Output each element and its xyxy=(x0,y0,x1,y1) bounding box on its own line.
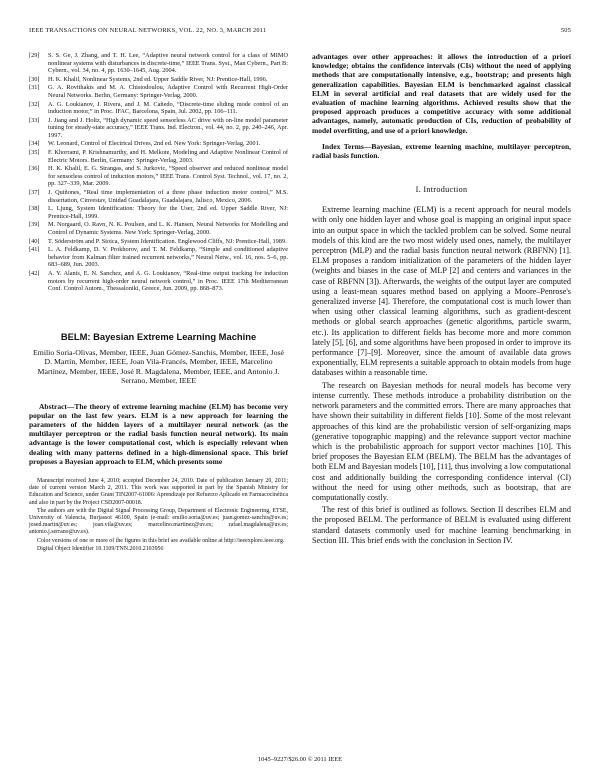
reference-item: [42] A. Y. Alanis, E. N. Sanchez, and A. G. Loukianov, “Real-time output tracking for induction motors by recurrent high-order neural network control,” in Proc. IEEE 17th Mediterranean Conf. Control Autom., Thessaloniki, Greece, Jun. 2009, pp. 868–873. xyxy=(29,269,288,293)
paper-title: BELM: Bayesian Extreme Learning Machine xyxy=(60,330,257,342)
abstract: Abstract—The theory of extreme learning machine (ELM) has become very popular on the last few years. ELM is a new approach for learning the parameters of the hidden layers of a multilayer neural network (as the multilayer perceptron or the radial basis function neural network). Its main advantage is the lower computational cost, which is especially relevant when dealing with many patterns defined in a high-dimensional space. This brief proposes a Bayesian approach to ELM, which presents some xyxy=(29,401,288,466)
footnote-doi: Digital Object Identifier 10.1109/TNN.2010.2103956 xyxy=(37,545,164,552)
copyright-footer: 1045–9227/$26.00 © 2011 IEEE xyxy=(257,756,343,763)
left-column xyxy=(29,52,288,554)
reference-item: [30] H. K. Khalil, Nonlinear Systems, 2nd ed. Upper Saddle River, NJ: Prentice-Hall, 1996. xyxy=(29,75,268,83)
body-text xyxy=(312,205,571,546)
reference-item: [39] M. Norgaard, O. Ravn, N. K. Poulsen, and L. K. Hansen, Neural Networks for Modelling and Control of Dynamic Systems. New York: Springer-Verlag, 2000. xyxy=(29,221,288,236)
footnote-manuscript: Manuscript received June 4, 2010; accepted December 24, 2010. Date of publication January 20, 2011; date of current version March 2, 2011. This work was supported in part by the Spanish Ministry for Education and Science, under Grant TIN2007-61006: Aprendizaje por Refuerzo Aplicado en Farmacocinética and also in part by the Project CSD2007-00018. xyxy=(29,478,288,506)
section-heading: I. Introduction xyxy=(415,185,468,195)
body-paragraph: The research on Bayesian methods for neural models has become very intense currently. These methods introduce a probability distribution on the network parameters and the committed errors. There are many approaches that have shown their suitability in different fields [10]. Some of the most relevant approaches of this kind are the probabilistic version of self-organizing maps (generative topographic mapping) and the relevance support vector machine which is the probabilistic approach for support vector machines [10]. This brief proposes the Bayesian ELM (BELM). The BELM has the advantages of both ELM and Bayesian models [10], [11], thus involving a low computational cost and additionally building the corresponding confidence interval (CI) without the need for using other methods, such as bootstrap, that are computationally costly. xyxy=(312,380,571,502)
reference-item: [40] T. Söderström and P. Stoica, System Identification. Englewood Cliffs, NJ: Prentice-Hall, 1989. xyxy=(29,237,287,245)
footnote-color: Color versions of one or more of the figures in this brief are available online at http://ieeexplore.ieee.org. xyxy=(37,537,285,544)
reference-item: [38] L. Ljung, System Identification: Theory for the User, 2nd ed. Upper Saddle River, NJ: Prentice-Hall, 1999. xyxy=(29,205,288,220)
body-paragraph: The rest of this brief is outlined as follows. Section II describes ELM and the proposed BELM. The performance of BELM is evaluated using different standard datasets commonly used for machine learning benchmarking in Section III. This brief ends with the conclusion in Section IV. xyxy=(312,505,571,545)
reference-item: [31] G. A. Rovithakis and M. A. Chistodoulou, Adaptive Control with Recurrent High-Order Neural Networks. Berlin, Germany: Springer-Verlag, 2000. xyxy=(29,84,288,99)
reference-item: [36] H. K. Khalil, E. G. Strangas, and S. Jurkovic, “Speed observer and reduced nonlinear model for sensorless control of induction motors,” IEEE Trans. Control Syst. Technol., vol. 17, no. 2, pp. 327–339, Mar. 2009. xyxy=(29,165,288,188)
right-column xyxy=(312,52,571,548)
reference-item: [32] A. G. Loukianov, J. Rivera, and J. M. Cañedo, “Discrete-time sliding mode control of an induction motor,” in Proc. IFAC, Barcelona, Spain, Jul. 2002, pp. 106–111. xyxy=(29,100,288,116)
footnote xyxy=(29,478,288,553)
reference-item: [34] W. Leonard, Control of Electrical Drives, 2nd ed. New York: Springer-Verlag, 2001. xyxy=(29,140,261,148)
reference-item: [37] J. Quiñones, “Real time implementation of a three phase induction motor control,” M.S. dissertation, Cinvestav, Unidad Guadalajara, Guadalajara, Jalisco, Mexico, 2006. xyxy=(29,189,288,204)
reference-list xyxy=(29,52,288,293)
running-head-journal: IEEE TRANSACTIONS ON NEURAL NETWORKS, VOL. 22, NO. 3, MARCH 2011 xyxy=(29,27,267,34)
reference-item: [33] J. Jiang and J. Holtz, “High dynamic speed sensorless AC drive with on-line model parameter tuning for steady-state accuracy,” IEEE Trans. Ind. Electron., vol. 44, no. 2, pp. 240–246, Apr. 1997. xyxy=(29,116,288,139)
body-paragraph: Extreme learning machine (ELM) is a recent approach for neural models with only one hidden layer and whose goal is mapping an original input space into an output space in which the tackled problem can be solved. Some neural models of this kind are the two most widely used ones, namely, the multilayer perceptron (MLP) and the radial basis function neural network (RBFNN) [1]. ELM proposes a random initialization of the parameters of the hidden layer (weights and biases in the case of MLP [2] and centers and variances in the case of RBFNN [3]). Afterwards, the weights of the output layer are computed using a least-mean squares method based on applying a Moore–Penrose's generalized inverse [4]. Therefore, the computational cost is much lower than when using other classical learning algorithms, such as gradient-descent methods or global search approaches (genetic algorithms, particle swarm, etc.). Its application to different fields has become more and more common lately [5], [6], and some algorithms have been proposed in order to improve its performance [7]–[9]. Moreover, since the amount of available data grows exponentially, ELM represents a suitable approach to obtain models from huge databases within a reasonable time. xyxy=(312,205,571,378)
index-terms: Index Terms—Bayesian, extreme learning machine, multilayer perceptron, radial basis function. xyxy=(312,141,571,161)
running-head xyxy=(29,27,571,34)
abstract-continued: advantages over other approaches: it allows the introduction of a priori knowledge; obtains the confidence intervals (CIs) without the need of applying methods that are computationally intensive, e.g., bootstrap; and presents high generalization capabilities. Bayesian ELM is benchmarked against classical ELM in several artificial and real datasets that are widely used for the evaluation of machine learning algorithms. Achieved results show that the proposed approach produces a competitive accuracy with some additional advantages, namely, automatic production of CIs, reduction of probability of model overfitting, and use of a priori knowledge. xyxy=(312,52,571,135)
reference-item: [29] S. S. Ge, J. Zhang, and T. H. Lee, “Adaptive neural network control for a class of MIMO nonlinear systems with disturbances in discrete-time,” IEEE Trans. Syst., Man Cybern., Part B: Cybern., vol. 34, no. 4, pp. 1630–1645, Aug. 2004. xyxy=(29,52,288,75)
reference-item: [35] F. Khorrami, P. Krishnamurthy, and H. Melkote, Modeling and Adaptive Nonlinear Control of Electric Motors. Berlin, Germany: Springer-Verlag, 2003. xyxy=(29,149,288,164)
author-list: Emilio Soria-Olivas, Member, IEEE, Juan Gómez-Sanchis, Member, IEEE, José D. Martín, Member, IEEE, Joan Vila-Francés, Member, IEEE, Marcelino Martínez, Member, IEEE, José R. Magdalena, Member, IEEE, and Antonio J. Serrano, Member, IEEE xyxy=(33,347,284,386)
reference-item: [41] L. A. Feldkamp, D. V. Prokhorov, and T. M. Feldkamp, “Simple and conditioned adaptive behavior from Kalman filter trained recurrent networks,” Neural Netw., vol. 16, nos. 5–6, pp. 683–689, Jun. 2003. xyxy=(29,246,288,269)
page-number: 505 xyxy=(560,27,571,34)
footnote-affiliation: The authors are with the Digital Signal Processing Group, Department of Electronic Engineering, ETSE, University of Valencia, Burjassot 46100, Spain (e-mail: emilio.soria@uv.es; juan.gomez-sanchis@uv.es; josed.martin@uv.es; joan.vila@uv.es; marcelino.martinez@uv.es; rafael.magdalena@uv.es; antonio.j.serrano@uv.es). xyxy=(29,507,288,536)
